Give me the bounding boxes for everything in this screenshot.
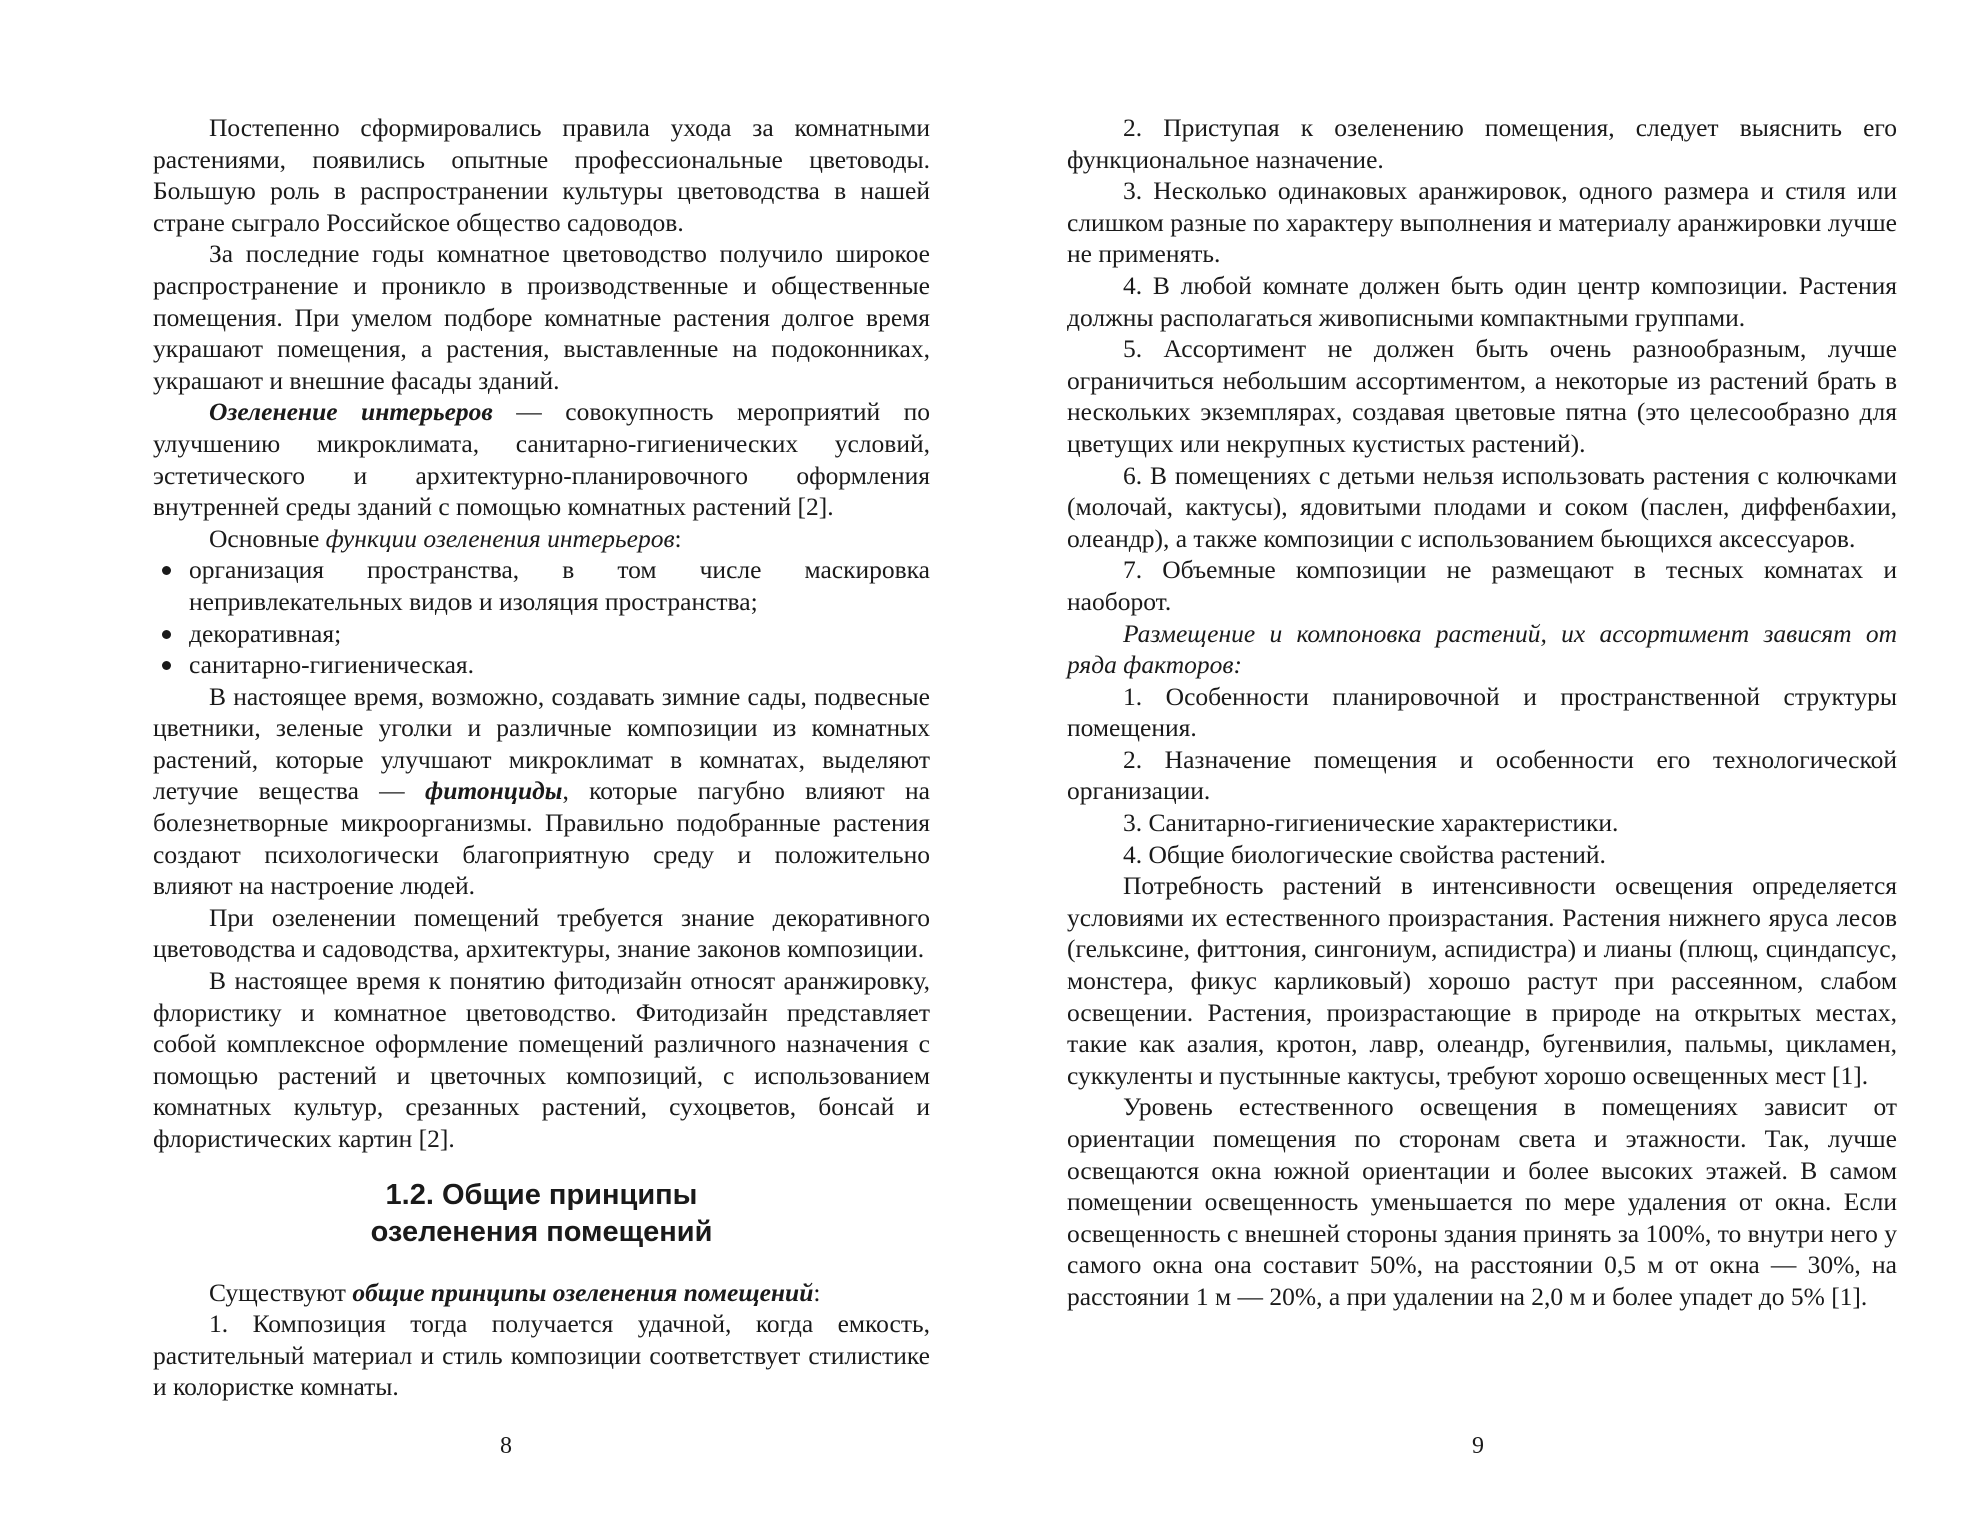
principles-term: общие принципы озеленения помещений (352, 1277, 814, 1307)
paragraph: 1. Композиция тогда получается удачной, когда емкость, растительный материал и стиль композиции соответствует стилистике и колористке комнаты. (153, 1309, 930, 1402)
list-item: организация пространства, в том числе маскировка непривлекательных видов и изоляция пространства; (153, 554, 930, 617)
list-item: декоративная; (153, 618, 930, 650)
paragraph: 4. Общие биологические свойства растений. (1123, 839, 1606, 869)
principles-intro-suffix: : (813, 1277, 821, 1307)
list-item: санитарно-гигиеническая. (153, 649, 930, 681)
functions-term: функции озеленения интерьеров (325, 523, 675, 553)
phytoncides-paragraph (153, 681, 930, 902)
paragraph: 3. Несколько одинаковых аранжировок, одного размера и стиля или слишком разные по характеру выполнения и материалу аранжировки лучше не применять. (1067, 176, 1897, 269)
phytoncides-text-a: В настоящее время, возможно, создавать зимние сады, подвесные цветники, зеленые уголки и различные композиции из комнатных растений, которые улучшают микроклимат в комнатах, выделяют летучие вещества — (153, 681, 930, 806)
paragraph: 6. В помещениях с детьми нельзя использовать растения с колючками (молочай, кактусы), ядовитыми плодами и соком (паслен, диффенбахии, олеандр), а также композиции с использованием бьющихся аксессуаров. (1067, 460, 1897, 553)
page-number-left: 8 (500, 1433, 512, 1459)
functions-list (153, 554, 930, 680)
paragraph: 5. Ассортимент не должен быть очень разнообразным, лучше ограничиться небольшим ассортиментом, а некоторые из растений брать в нескольких экземплярах, создавая цветовые пятна (это целесообразно для цветущих или некрупных кустистых растений). (1067, 334, 1897, 458)
defined-term: Озеленение интерьеров (209, 397, 493, 427)
paragraph: При озеленении помещений требуется знание декоративного цветоводства и садоводства, архитектуры, знание законов композиции. (153, 902, 930, 964)
functions-intro-prefix: Основные (209, 523, 326, 553)
phytoncides-text-b: , которые пагубно влияют на болезнетворные микроорганизмы. Правильно подобранные растения создают психологически благоприятную среду и положительно влияют на настроение людей. (153, 776, 930, 901)
page-number-right: 9 (1472, 1433, 1484, 1459)
paragraph: 3. Санитарно-гигиенические характеристики. (1123, 808, 1619, 838)
paragraph: За последние годы комнатное цветоводство получило широкое распространение и проникло в производственные и общественные помещения. При умелом подборе комнатные растения долгое время украшают помещения, а растения, выставленные на подоконниках, украшают и внешние фасады зданий. (153, 239, 930, 395)
definition-text: — совокупность мероприятий по улучшению микроклимата, санитарно-гигиенических условий, эстетического и архитектурно-планировочного оформления внутренней среды зданий с помощью комнатных растений [2]. (153, 397, 930, 522)
right-page (985, 0, 1967, 1538)
functions-intro (153, 523, 930, 555)
section-heading (153, 1177, 930, 1251)
paragraph: Постепенно сформировались правила ухода за комнатными растениями, появились опытные профессиональные цветоводы. Большую роль в распространении культуры цветоводства в нашей стране сыграло Российское общество садоводов. (153, 113, 930, 237)
definition-paragraph (153, 396, 930, 522)
principles-intro-prefix: Существуют (209, 1277, 353, 1307)
principles-intro (153, 1277, 930, 1309)
paragraph: Уровень естественного освещения в помещениях зависит от ориентации помещения по сторонам света и этажности. Так, лучше освещаются окна южной ориентации и более высоких этажей. В самом помещении освещенность уменьшается по мере удаления от окна. Если освещенность с внешней стороны здания принять за 100%, то внутри него у самого окна она составит 50%, на расстоянии 0,5 м от окна — 30%, на расстоянии 1 м — 20%, а при удалении на 2,0 м и более упадет до 5% [1]. (1067, 1092, 1897, 1311)
paragraph: 7. Объемные композиции не размещают в тесных комнатах и наоборот. (1067, 555, 1897, 616)
factors-intro: Размещение и компоновка растений, их ассортимент зависят от ряда факторов: (1067, 618, 1897, 680)
paragraph: Потребность растений в интенсивности освещения определяется условиями их естественного произрастания. Растения нижнего яруса лесов (гелькcине, фиттония, сингониум, аспидистра) и лианы (плющ, сциндапсус, монстера, фикус карликовый) хорошо растут при рассеянном, слабом освещении. Растения, произрастающие в природе на открытых местах, такие как азалия, кротон, лавр, олеандр, бугенвилия, пальмы, цикламен, суккуленты и пустынные кактусы, требуют хорошо освещенных мест [1]. (1067, 871, 1897, 1090)
section-heading-line1: 1.2. Общие принципы (385, 1178, 698, 1211)
paragraph: 2. Приступая к озеленению помещения, следует выяснить его функциональное назначение. (1067, 113, 1897, 174)
paragraph: 4. В любой комнате должен быть один центр композиции. Растения должны располагаться живописными компактными группами. (1067, 270, 1897, 332)
paragraph: 1. Особенности планировочной и пространственной структуры помещения. (1067, 681, 1897, 743)
paragraph: В настоящее время к понятию фитодизайн относят аранжировку, флористику и комнатное цветоводство. Фитодизайн представляет собой комплексное оформление помещений различного назначения с помощью растений и цветочных композиций, с использованием комнатных культур, срезанных растений, сухоцветов, бонсай и флористических картин [2]. (153, 966, 930, 1153)
phytoncides-term: фитонциды (424, 776, 563, 806)
section-heading-line2: озеленения помещений (370, 1215, 713, 1248)
paragraph: 2. Назначение помещения и особенности его технологической организации. (1067, 744, 1897, 806)
functions-intro-suffix: : (674, 523, 682, 553)
